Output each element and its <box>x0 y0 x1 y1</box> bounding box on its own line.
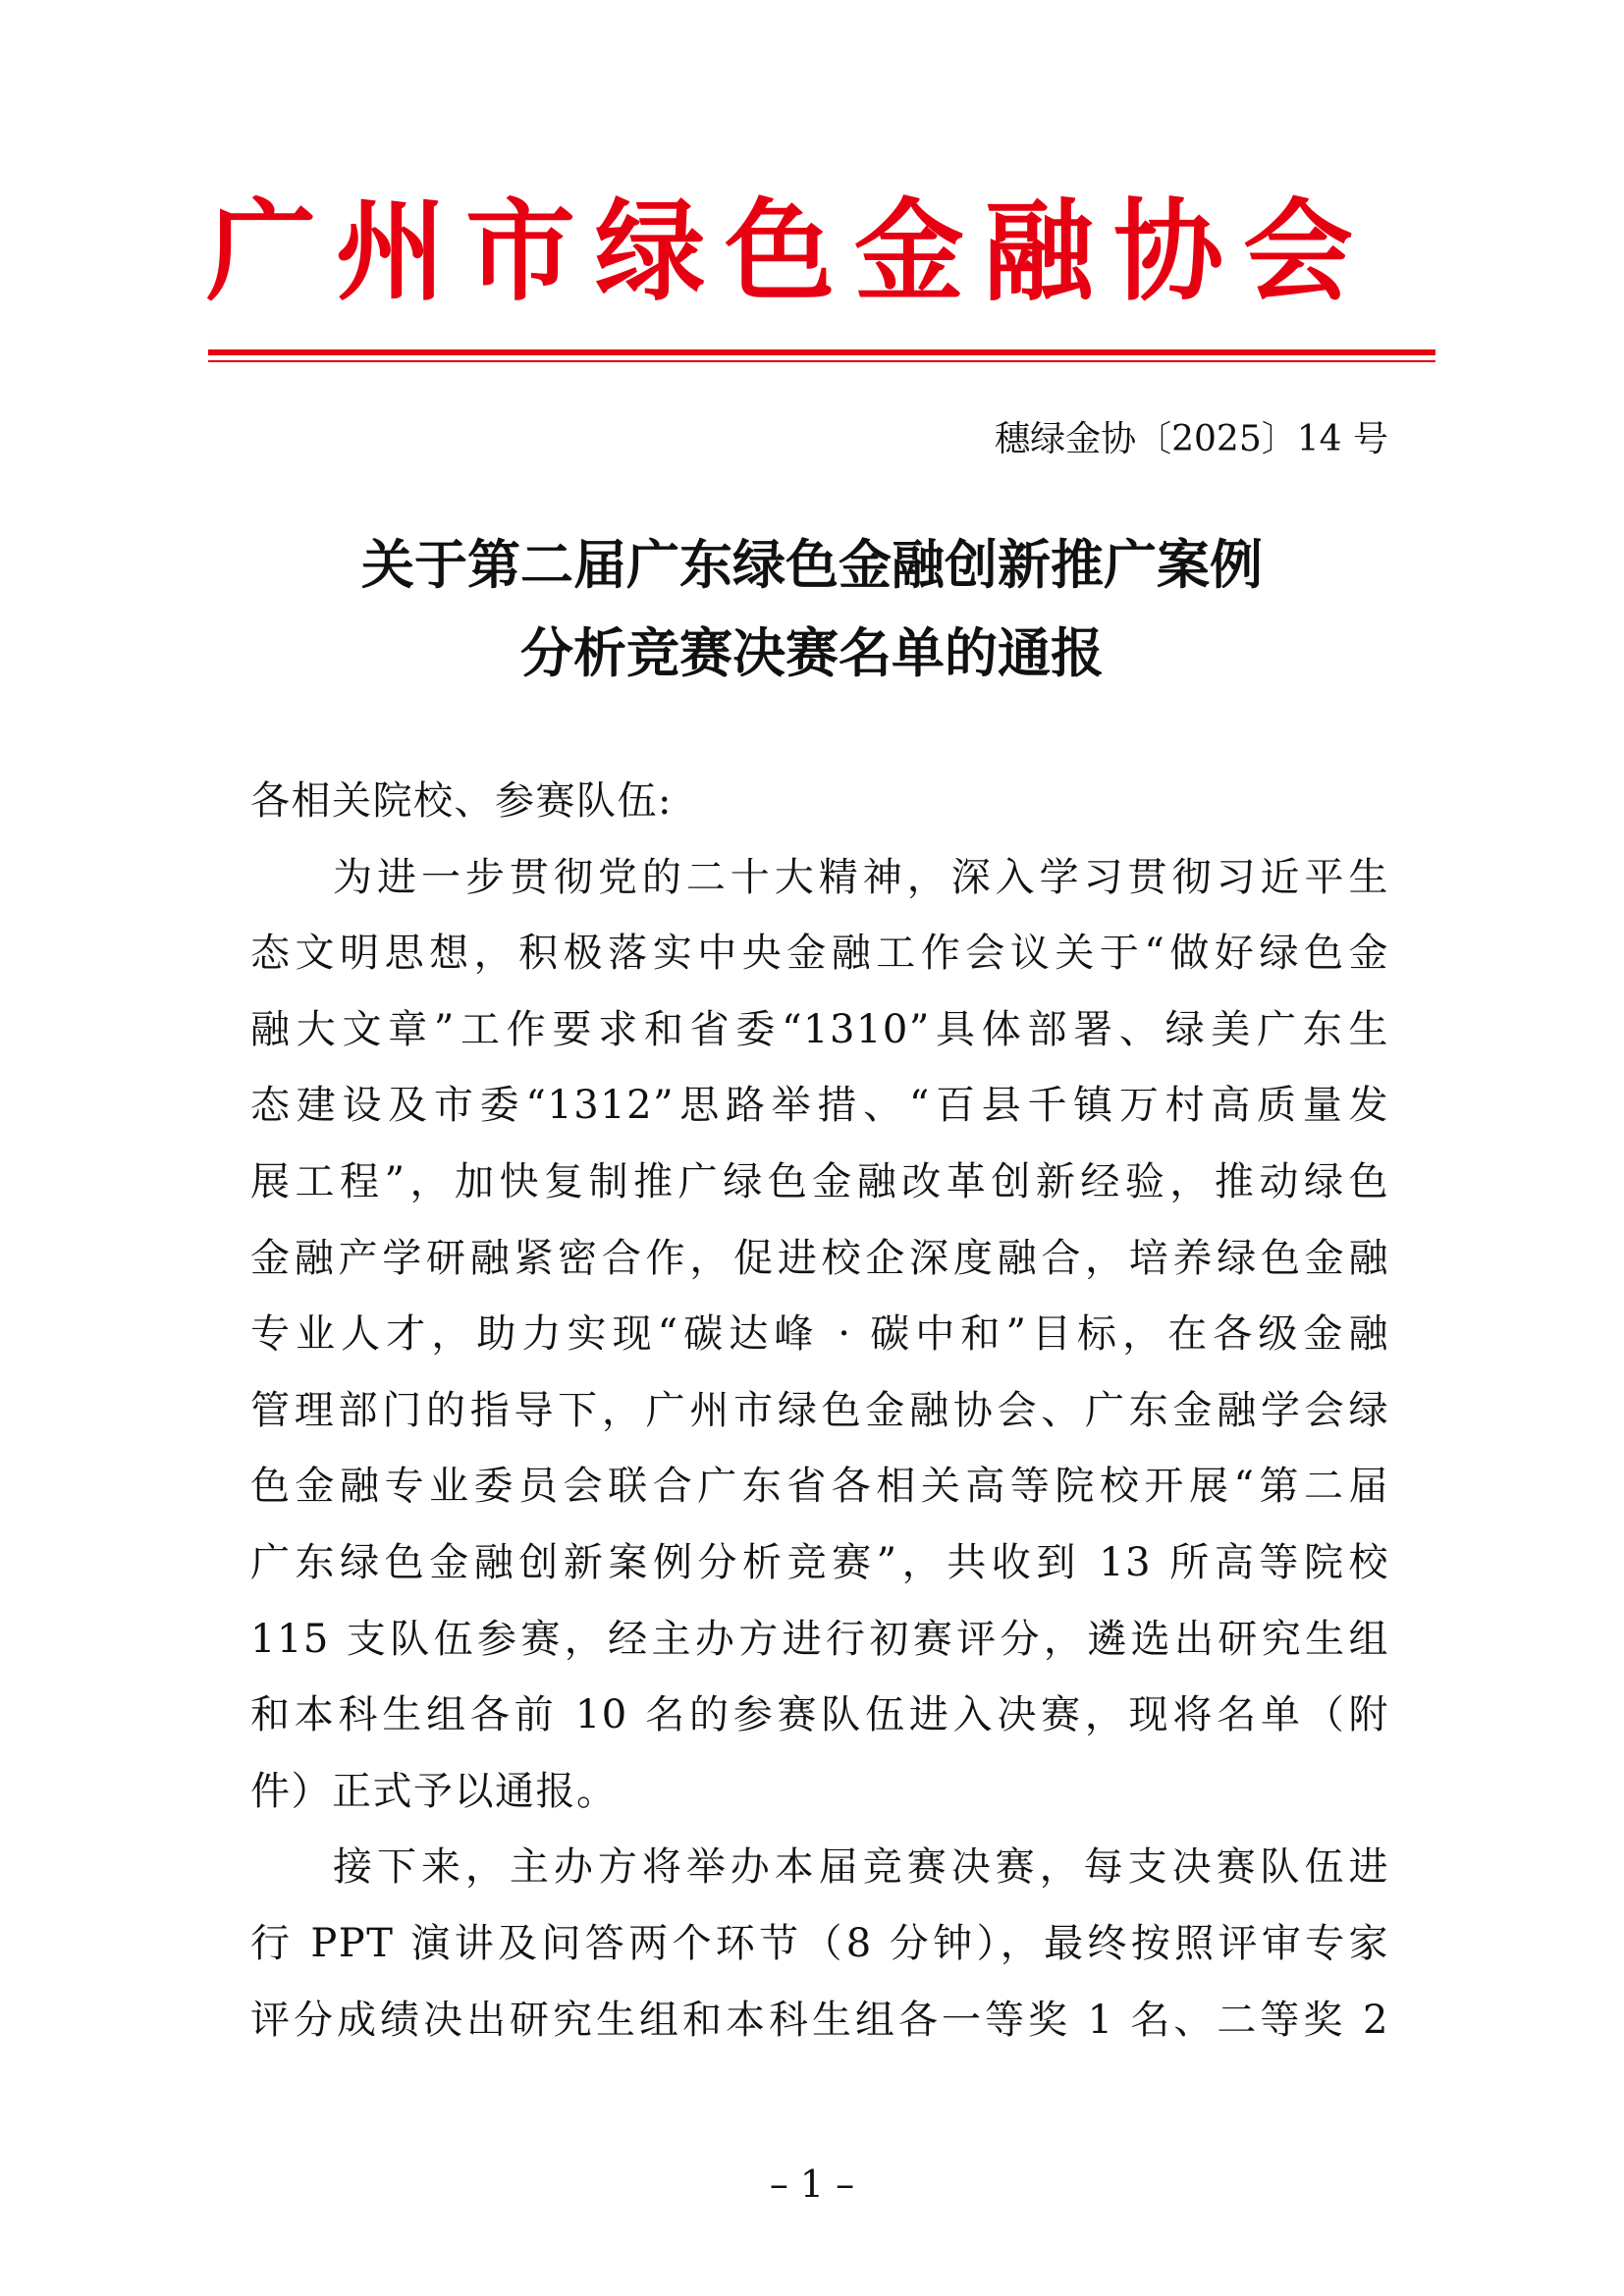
body-line: 展工程”，加快复制推广绿色金融改革创新经验，推动绿色 <box>250 1158 1389 1204</box>
body-line: 管理部门的指导下，广州市绿色金融协会、广东金融学会绿 <box>250 1387 1389 1433</box>
document-number: 穗绿金协〔2025〕14 号 <box>995 419 1388 459</box>
body-line: 专业人才，助力实现“碳达峰 · 碳中和”目标，在各级金融 <box>250 1311 1389 1358</box>
document-body <box>250 764 1389 2058</box>
organization-title: 广州市绿色金融协会 <box>206 188 1373 316</box>
body-line: 接下来，主办方将举办本届竞赛决赛，每支决赛队伍进 <box>333 1844 1389 1891</box>
body-line: 各相关院校、参赛队伍: <box>250 778 673 824</box>
body-line: 金融产学研融紧密合作，促进校企深度融合，培养绿色金融 <box>250 1235 1389 1281</box>
header-rule-thin <box>208 360 1435 362</box>
body-line: 广东绿色金融创新案例分析竞赛”，共收到 13 所高等院校 <box>250 1539 1389 1585</box>
body-line: 融大文章”工作要求和省委“1310”具体部署、绿美广东生 <box>250 1006 1389 1052</box>
body-line: 为进一步贯彻党的二十大精神，深入学习贯彻习近平生 <box>333 854 1389 900</box>
body-line: 态建设及市委“1312”思路举措、“百县千镇万村高质量发 <box>250 1083 1389 1129</box>
document-title-line-2: 分析竞赛决赛名单的通报 <box>520 621 1104 684</box>
body-line: 评分成绩决出研究生组和本科生组各一等奖 1 名、二等奖 2 <box>250 1997 1389 2043</box>
body-line: 行 PPT 演讲及问答两个环节（8 分钟），最终按照评审专家 <box>250 1920 1389 1966</box>
body-line: 115 支队伍参赛，经主办方进行初赛评分，遴选出研究生组 <box>250 1616 1389 1662</box>
body-line: 色金融专业委员会联合广东省各相关高等院校开展“第二届 <box>250 1464 1389 1510</box>
document-title <box>196 520 1428 697</box>
body-line: 件）正式予以通报。 <box>250 1768 618 1814</box>
body-line: 和本科生组各前 10 名的参赛队伍进入决赛，现将名单（附 <box>250 1692 1389 1738</box>
body-line: 态文明思想，积极落实中央金融工作会议关于“做好绿色金 <box>250 931 1389 977</box>
page-number: – 1 – <box>769 2163 855 2206</box>
document-title-line-1: 关于第二届广东绿色金融创新推广案例 <box>361 533 1263 596</box>
header-rule-thick <box>208 349 1435 355</box>
